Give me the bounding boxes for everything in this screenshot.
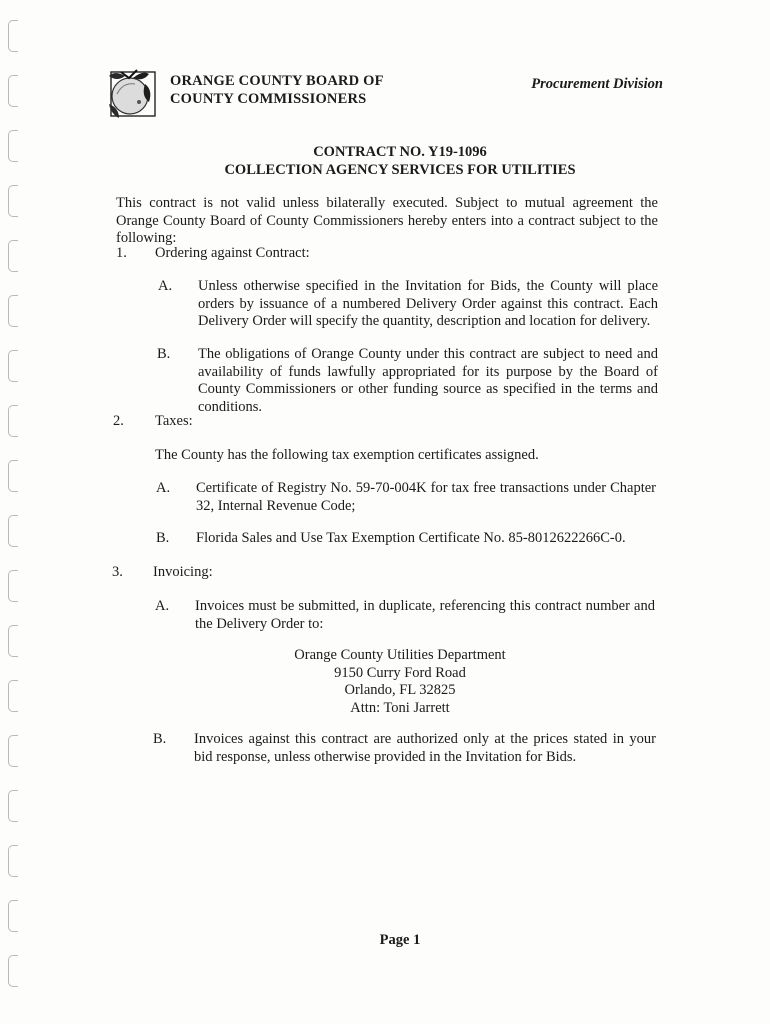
binder-ring-mark — [8, 735, 18, 767]
section-1b-text: The obligations of Orange County under this contract are subject to need and availability of funds lawfully appropriated for its purpose by the Board of County Commissioners or other funding source as specified in the terms and conditions. — [198, 346, 658, 415]
section-2a-letter: A. — [156, 480, 171, 496]
address-line-city: Orlando, FL 32825 — [344, 682, 456, 698]
letterhead — [103, 62, 663, 122]
address-line-attention: Attn: Toni Jarrett — [350, 699, 450, 716]
binder-ring-mark — [8, 295, 18, 327]
section-1-number: 1. — [116, 245, 127, 261]
binder-ring-mark — [8, 680, 18, 712]
section-3-number: 3. — [112, 564, 123, 580]
section-2-intro: The County has the following tax exemption certificates assigned. — [155, 447, 539, 463]
section-3-heading: Invoicing: — [153, 564, 213, 580]
section-1a-text: Unless otherwise specified in the Invitation for Bids, the County will place orders by issuance of a numbered Delivery Order against this contract. Each Delivery Order will specify the quantity, description and location for delivery. — [198, 278, 658, 329]
organization-name-line1: ORANGE COUNTY BOARD OF — [170, 73, 384, 89]
binder-ring-mark — [8, 625, 18, 657]
section-1a-letter: A. — [158, 278, 173, 294]
section-3a-text: Invoices must be submitted, in duplicate, referencing this contract number and the Delivery Order to: — [195, 598, 655, 632]
binder-ring-mark — [8, 845, 18, 877]
binder-ring-mark — [8, 515, 18, 547]
binder-ring-mark — [8, 405, 18, 437]
section-2b-letter: B. — [156, 530, 170, 546]
binder-ring-mark — [8, 955, 18, 987]
section-2a-text: Certificate of Registry No. 59-70-004K for tax free transactions under Chapter 32, Internal Revenue Code; — [196, 480, 656, 514]
section-1b-letter: B. — [157, 346, 171, 362]
section-2-number: 2. — [113, 413, 124, 429]
section-2-heading: Taxes: — [155, 413, 193, 429]
organization-name — [170, 72, 384, 108]
page-number: Page 1 — [379, 932, 421, 948]
address-line-department: Orange County Utilities Department — [294, 647, 506, 663]
section-2b-text: Florida Sales and Use Tax Exemption Certificate No. 85-8012622266C-0. — [196, 530, 626, 546]
section-3b-letter: B. — [153, 731, 167, 747]
binder-ring-mark — [8, 790, 18, 822]
contract-subject: COLLECTION AGENCY SERVICES FOR UTILITIES — [224, 162, 576, 178]
section-1-heading: Ordering against Contract: — [155, 245, 310, 261]
binder-ring-mark — [8, 460, 18, 492]
binder-ring-mark — [8, 185, 18, 217]
section-3a-letter: A. — [155, 598, 170, 614]
binder-ring-mark — [8, 240, 18, 272]
invoice-address-block — [230, 647, 570, 717]
organization-name-line2: COUNTY COMMISSIONERS — [170, 91, 367, 107]
binder-ring-mark — [8, 350, 18, 382]
contract-number: CONTRACT NO. Y19-1096 — [313, 144, 487, 160]
document-title — [0, 143, 770, 179]
binder-ring-mark — [8, 75, 18, 107]
binder-ring-mark — [8, 570, 18, 602]
address-line-street: 9150 Curry Ford Road — [334, 664, 466, 681]
intro-paragraph: This contract is not valid unless bilaterally executed. Subject to mutual agreement the Orange County Board of County Commissioners hereby enters into a contract subject to the following: — [116, 195, 658, 246]
orange-county-orange-logo-icon — [103, 64, 157, 120]
binder-ring-mark — [8, 20, 18, 52]
division-name: Procurement Division — [531, 76, 663, 92]
binder-ring-mark — [8, 900, 18, 932]
section-3b-text: Invoices against this contract are authorized only at the prices stated in your bid response, unless otherwise provided in the Invitation for Bids. — [194, 731, 656, 765]
